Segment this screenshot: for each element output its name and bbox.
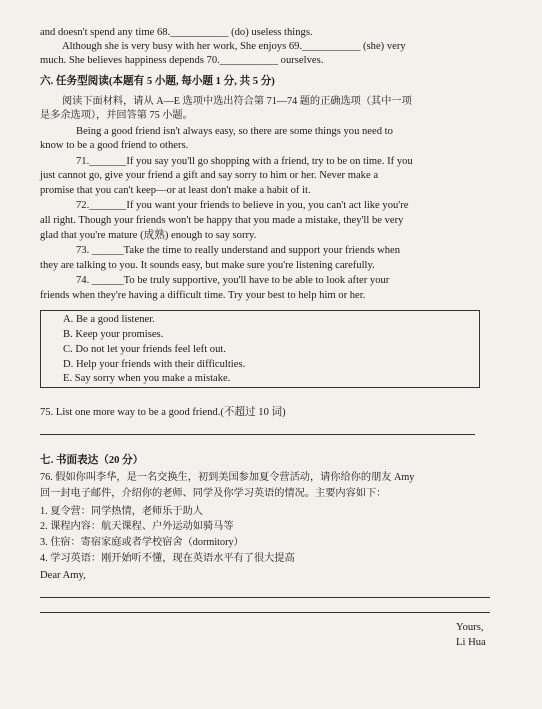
letter-closing: Yours, [456, 622, 484, 633]
section-heading-6: 六. 任务型阅读(本题有 5 小题, 每小题 1 分, 共 5 分) [40, 76, 275, 87]
passage-line: 73. ______Take the time to really understand and support your friends when [76, 245, 401, 256]
text-line: and doesn't spend any time 68.___________ (do) useless things. [40, 27, 313, 38]
content-point: 4. 学习英语：刚开始听不懂，现在英语水平有了很大提高 [40, 553, 295, 564]
passage-line: friends when they're having a difficult time. Try your best to help him or her. [40, 290, 366, 301]
option-b: B. Keep your promises. [63, 329, 164, 340]
option-e: E. Say sorry when you make a mistake. [63, 373, 231, 384]
content-point: 3. 住宿：寄宿家庭或者学校宿舍（dormitory） [40, 537, 244, 548]
prompt-line: 76. 假如你叫李华，是一名交换生，初到美国参加夏令营活动，请你给你的朋友 Amy [40, 472, 415, 483]
passage-line: know to be a good friend to others. [40, 140, 189, 151]
passage-line: promise that you can't keep—or at least don't make a habit of it. [40, 185, 311, 196]
option-a: A. Be a good listener. [63, 314, 155, 325]
passage-line: they are talking to you. It sounds easy, but make sure you're listening carefully. [40, 260, 375, 271]
instruction-line: 是多余选项），并回答第 75 小题。 [40, 110, 193, 121]
passage-line: Being a good friend isn't always easy, so there are some things you need to [76, 126, 393, 137]
passage-line: 71._______If you say you'll go shopping with a friend, try to be on time. If you [76, 156, 413, 167]
passage-line: glad that you're mature (成熟) enough to say sorry. [40, 230, 257, 241]
question-75: 75. List one more way to be a good friend.(不超过 10 词) [40, 407, 286, 418]
writing-line [40, 597, 490, 598]
passage-line: 72._______If you want your friends to believe in you, you can't act like you're [76, 200, 409, 211]
section-heading-7: 七. 书面表达（20 分） [40, 455, 144, 466]
content-point: 1. 夏令营：同学热情，老师乐于助人 [40, 506, 203, 517]
passage-line: 74. ______To be truly supportive, you'll have to be able to look after your [76, 275, 390, 286]
writing-line [40, 612, 490, 613]
instruction-line: 阅读下面材料，请从 A—E 选项中选出符合第 71—74 题的正确选项（其中一项 [62, 96, 412, 107]
text-line: Although she is very busy with her work, She enjoys 69.___________ (she) very [62, 41, 406, 52]
passage-line: all right. Though your friends won't be happy that you made a mistake, they'll be very [40, 215, 404, 226]
letter-signature: Li Hua [456, 637, 486, 648]
prompt-line: 回一封电子邮件，介绍你的老师、同学及你学习英语的情况。主要内容如下： [40, 488, 387, 499]
letter-greeting: Dear Amy, [40, 570, 86, 581]
options-box [40, 310, 480, 388]
content-point: 2. 课程内容：航天课程、户外运动如骑马等 [40, 521, 234, 532]
option-d: D. Help your friends with their difficulties. [63, 359, 246, 370]
option-c: C. Do not let your friends feel left out. [63, 344, 226, 355]
answer-line [40, 434, 475, 435]
text-line: much. She believes happiness depends 70.___________ ourselves. [40, 55, 324, 66]
passage-line: just cannot go, give your friend a gift and say sorry to him or her. Never make a [40, 170, 379, 181]
